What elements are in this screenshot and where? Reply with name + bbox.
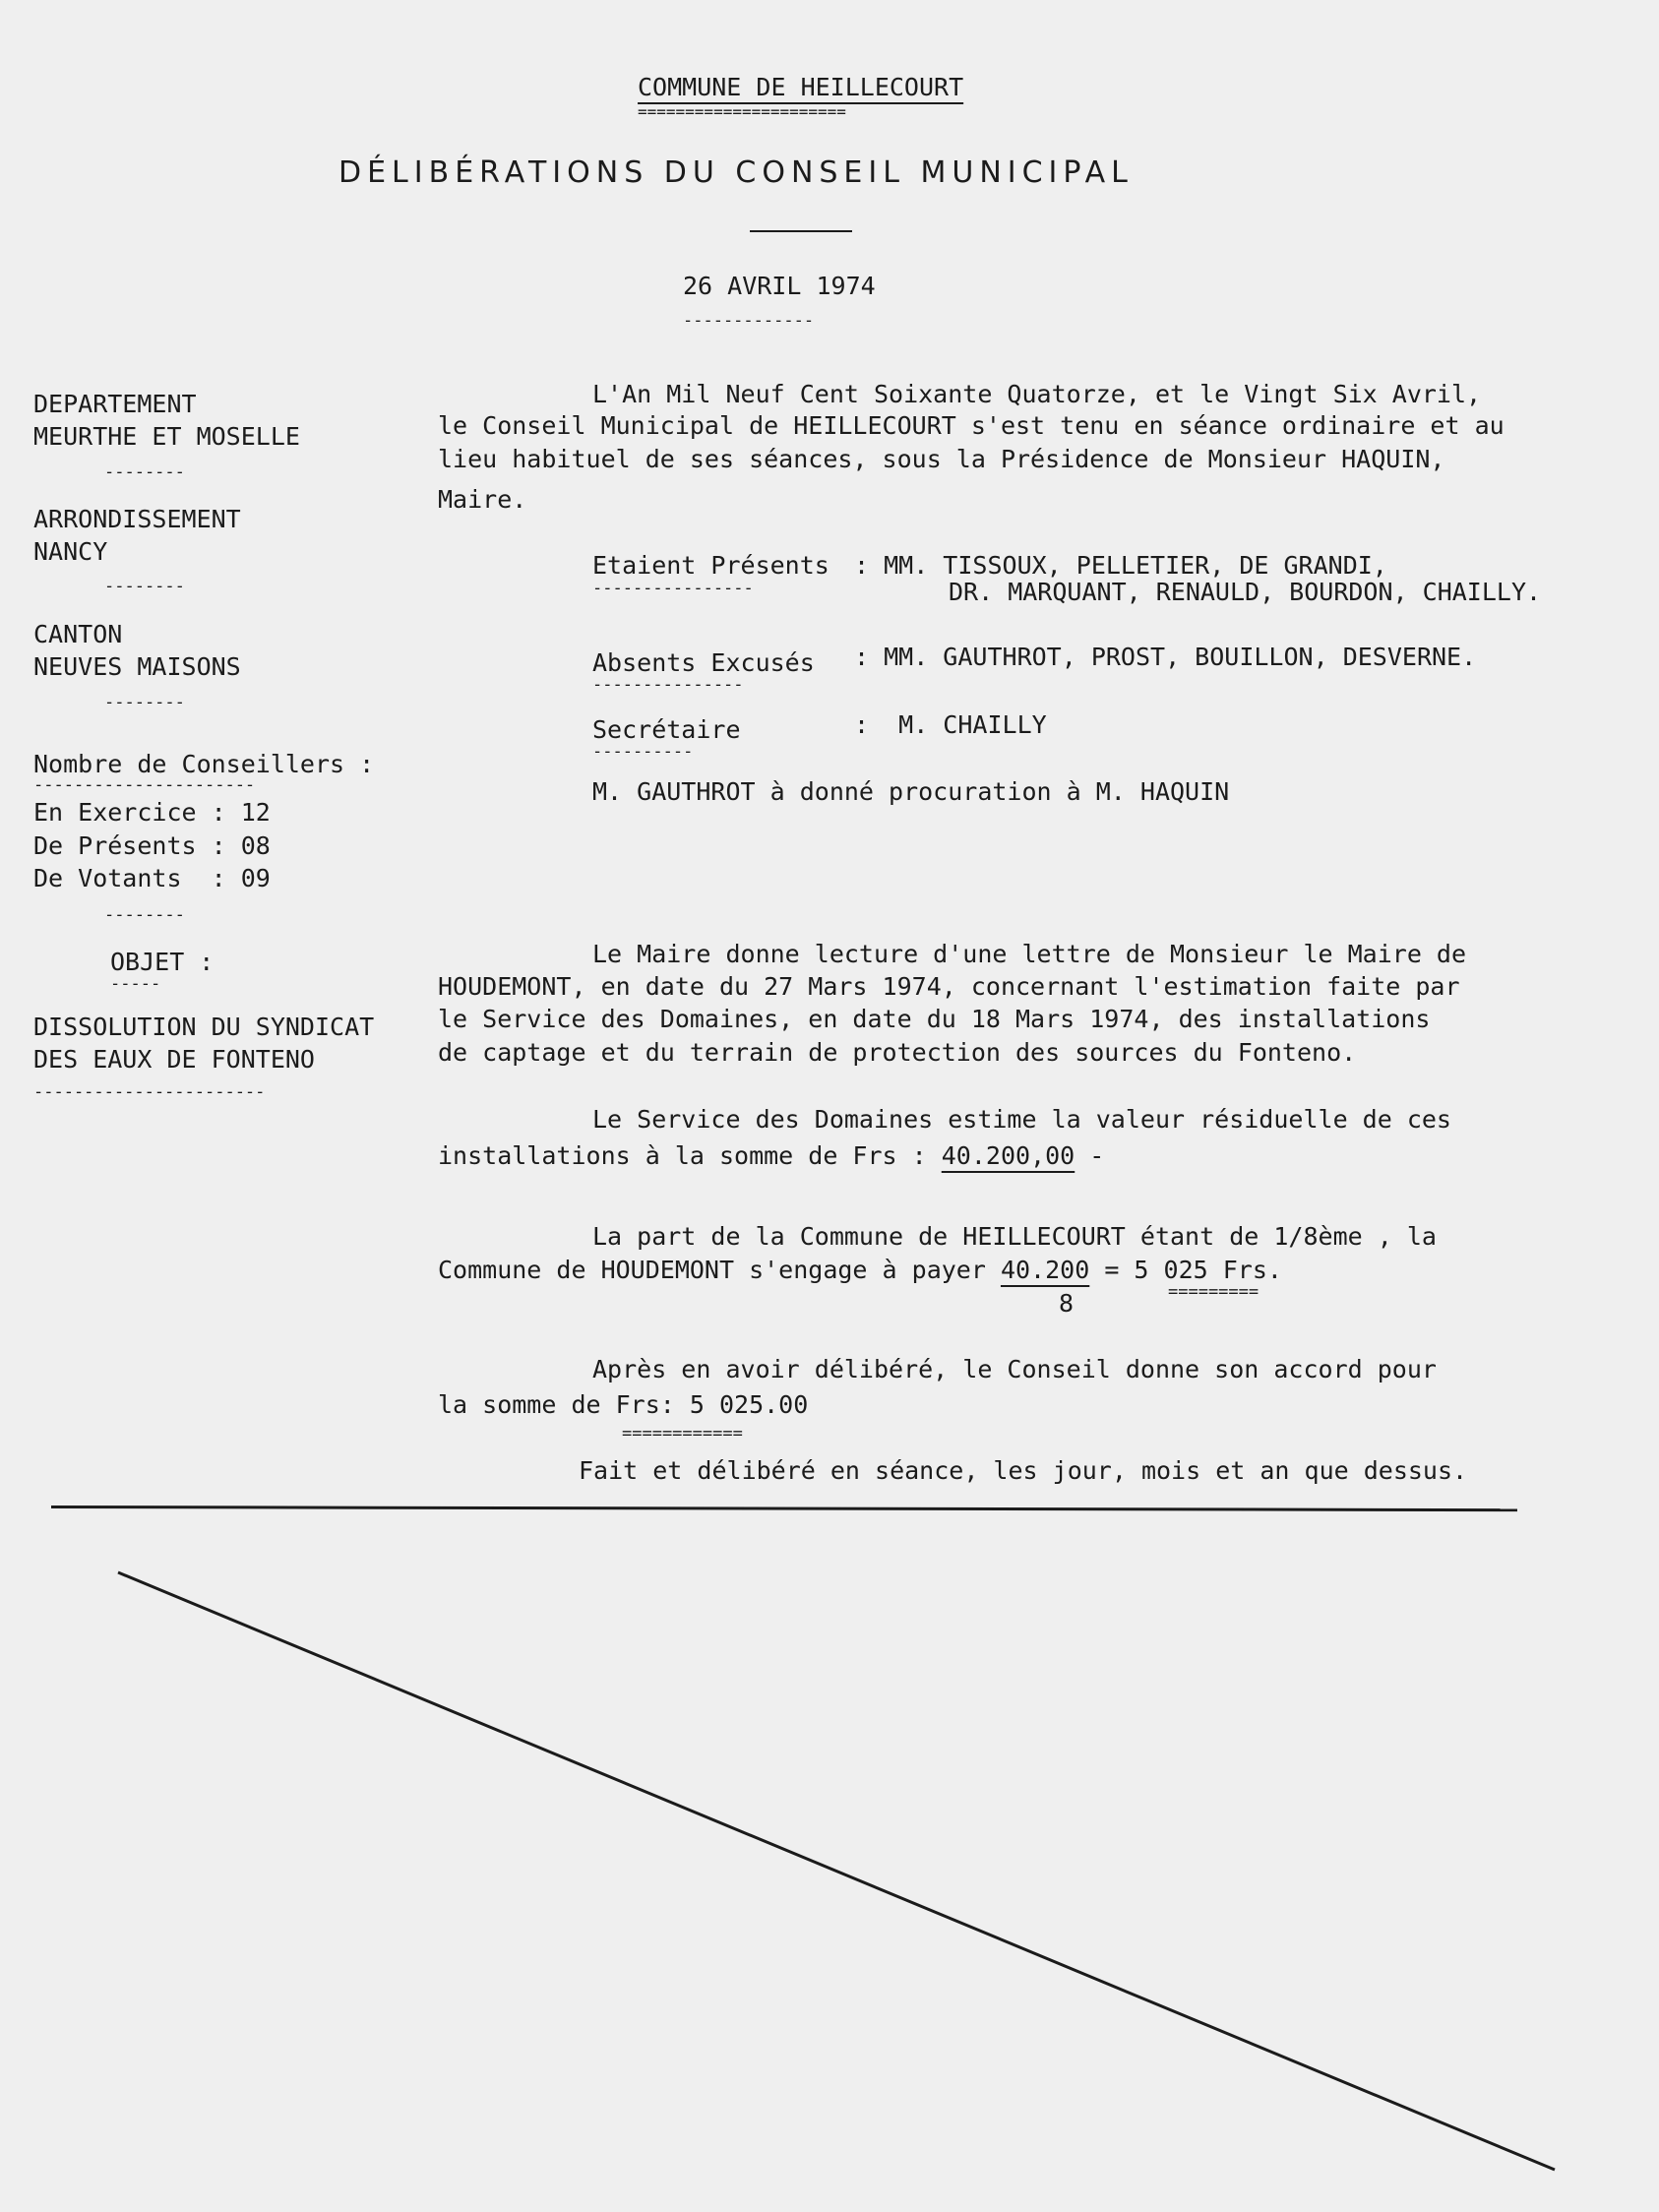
paragraph-1-line-2: HOUDEMONT, en date du 27 Mars 1974, concernant l'estimation faite par [438,972,1460,1001]
arrondissement-value: NANCY [33,537,108,566]
commune-title: COMMUNE DE HEILLECOURT [638,73,964,101]
paragraph-2-line-1: Le Service des Domaines estime la valeur résiduelle de ces [592,1105,1451,1134]
presents-label: Etaient Présents [592,551,830,580]
exercice-count: En Exercice : 12 [33,798,271,827]
objet-label: OBJET : [110,948,215,976]
meeting-date: 26 AVRIL 1974 [683,272,876,300]
canton-value: NEUVES MAISONS [33,652,241,681]
secretaire-label: Secrétaire [592,715,741,744]
paragraph-3-line-1: La part de la Commune de HEILLECOURT étant de 1/8ème , la [592,1222,1437,1251]
canton-label: CANTON [33,620,123,648]
estimated-amount: 40.200,00 [941,1141,1075,1170]
share-result-rule: ========= [1168,1282,1260,1302]
presents-line-1: : MM. TISSOUX, PELLETIER, DE GRANDI, [854,551,1387,580]
date-rule: ------------- [683,311,815,331]
intro-line-3: lieu habituel de ses séances, sous la Présidence de Monsieur HAQUIN, [438,445,1445,473]
separator-3: -------- [104,693,185,712]
commune-rule: ====================== [638,102,846,121]
conseillers-rule: ---------------------- [33,775,256,795]
intro-line-4: Maire. [438,485,527,514]
presents-line-2: DR. MARQUANT, RENAULD, BOURDON, CHAILLY. [949,578,1542,606]
paragraph-4-rule: ============ [622,1424,743,1444]
intro-line-2: le Conseil Municipal de HEILLECOURT s'est tenu en séance ordinaire et au [438,411,1505,440]
objet-line-2: DES EAUX DE FONTENO [33,1045,315,1074]
conseillers-label: Nombre de Conseillers : [33,750,375,778]
absents-label: Absents Excusés [592,648,815,677]
absents-rule: --------------- [592,675,744,695]
paragraph-1-line-1: Le Maire donne lecture d'une lettre de Monsieur le Maire de [592,940,1467,968]
secretaire-rule: ---------- [592,742,694,762]
objet-rule: ----- [110,974,161,994]
presents-count: De Présents : 08 [33,831,271,860]
votants-count: De Votants : 09 [33,864,271,892]
departement-value: MEURTHE ET MOSELLE [33,422,300,451]
objet-end-rule: ----------------------- [33,1082,266,1102]
paragraph-1-line-4: de captage et du terrain de protection des sources du Fonteno. [438,1038,1357,1067]
intro-line-1: L'An Mil Neuf Cent Soixante Quatorze, et le Vingt Six Avril, [592,380,1482,408]
page-title: DÉLIBÉRATIONS DU CONSEIL MUNICIPAL [338,155,1134,190]
procuration: M. GAUTHROT à donné procuration à M. HAQUIN [592,777,1230,806]
paragraph-1-line-3: le Service des Domaines, en date du 18 Mars 1974, des installations [438,1005,1431,1033]
paragraph-4-line-1: Après en avoir délibéré, le Conseil donne son accord pour [592,1355,1437,1383]
fraction-denominator: 8 [1059,1289,1075,1318]
separator-1: -------- [104,462,185,482]
share-result: 5 025 Frs. [1134,1256,1282,1284]
objet-line-1: DISSOLUTION DU SYNDICAT [33,1013,375,1041]
departement-label: DEPARTEMENT [33,390,197,418]
fraction-equals: = [1089,1256,1135,1284]
absents-value: : MM. GAUTHROT, PROST, BOUILLON, DESVERNE. [854,643,1477,671]
separator-2: -------- [104,577,185,596]
presents-rule: ---------------- [592,579,754,598]
fraction-numerator: 40.200 [1000,1256,1090,1284]
closing-line: Fait et délibéré en séance, les jour, mois et an que dessus. [579,1456,1468,1485]
paragraph-2-prefix: installations à la somme de Frs : [438,1141,942,1170]
paragraph-3-prefix: Commune de HOUDEMONT s'engage à payer [438,1256,1001,1284]
arrondissement-label: ARRONDISSEMENT [33,505,241,533]
paragraph-2-suffix: - [1075,1141,1105,1170]
secretaire-value: : M. CHAILLY [854,710,1047,739]
separator-4: -------- [104,905,185,925]
paragraph-4-line-2: la somme de Frs: 5 025.00 [438,1390,809,1419]
